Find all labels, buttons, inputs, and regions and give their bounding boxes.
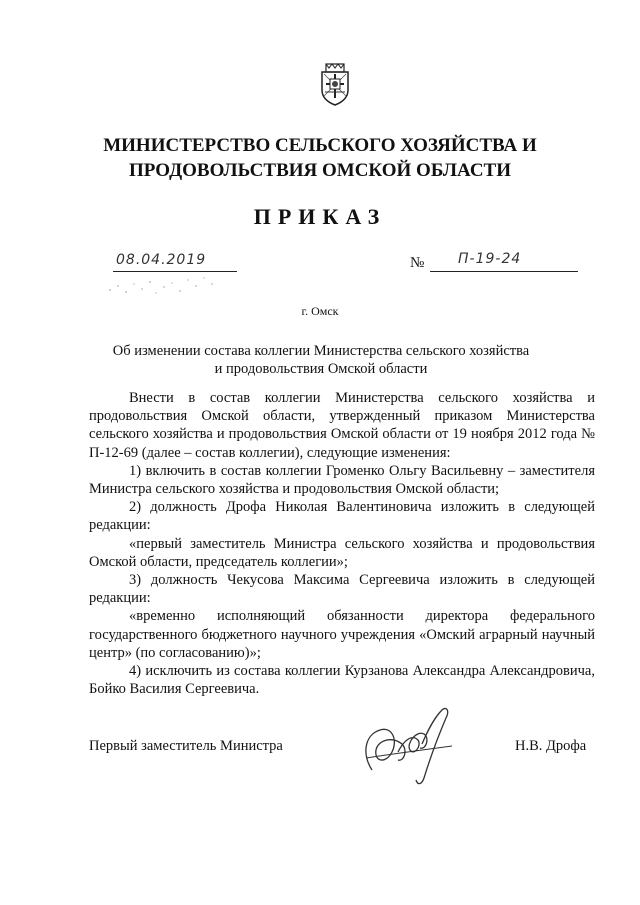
faint-stamp-marks — [104, 274, 224, 298]
body-paragraph: «первый заместитель Министра сельского хозяйства и продовольствия Омской области, председатель коллегии»; — [89, 535, 595, 570]
order-subject — [96, 342, 546, 378]
body-paragraph: 2) должность Дрофа Николая Валентиновича изложить в следующей редакции: — [89, 499, 595, 534]
order-subject-line-1: Об изменении состава коллегии Министерства сельского хозяйства — [112, 343, 530, 359]
order-body — [89, 389, 595, 698]
body-paragraph: 3) должность Чекусова Максима Сергеевича изложить в следующей редакции: — [89, 572, 595, 607]
body-paragraph: 4) исключить из состава коллегии Курзанова Александра Александровича, Бойко Василия Сергеевича. — [89, 663, 595, 698]
ministry-title — [60, 133, 580, 183]
ministry-title-line-2: ПРОДОВОЛЬСТВИЯ ОМСКОЙ ОБЛАСТИ — [128, 160, 512, 181]
number-label: № — [410, 255, 425, 271]
signer-position: Первый заместитель Министра — [89, 738, 283, 754]
city: г. Омск — [301, 304, 339, 318]
handwritten-signature — [352, 700, 464, 790]
signer-name: Н.В. Дрофа — [515, 738, 587, 754]
document-number: П-19-24 — [458, 251, 522, 267]
body-paragraph: Внести в состав коллегии Министерства сельского хозяйства и продовольствия Омской области, утвержденный приказом Министерства сельского хозяйства и продовольствия Омской области от 19 ноября 2012 года № П-12-69 (далее – состав коллегии), следующие изменения: — [89, 390, 595, 461]
document-type: ПРИКАЗ — [253, 204, 387, 229]
document-date: 08.04.2019 — [116, 252, 207, 268]
body-paragraph: 1) включить в состав коллегии Громенко Ольгу Васильевну – заместителя Министра сельского хозяйства и продовольствия Омской области; — [89, 462, 595, 498]
order-subject-line-2: и продовольствия Омской области — [214, 361, 428, 377]
coat-of-arms-icon — [318, 62, 352, 106]
body-paragraph: «временно исполняющий обязанности директора федерального государственного бюджетного научного учреждения «Омский аграрный научный центр» (по согласованию)»; — [89, 608, 595, 661]
ministry-title-line-1: МИНИСТЕРСТВО СЕЛЬСКОГО ХОЗЯЙСТВА И — [103, 135, 537, 156]
